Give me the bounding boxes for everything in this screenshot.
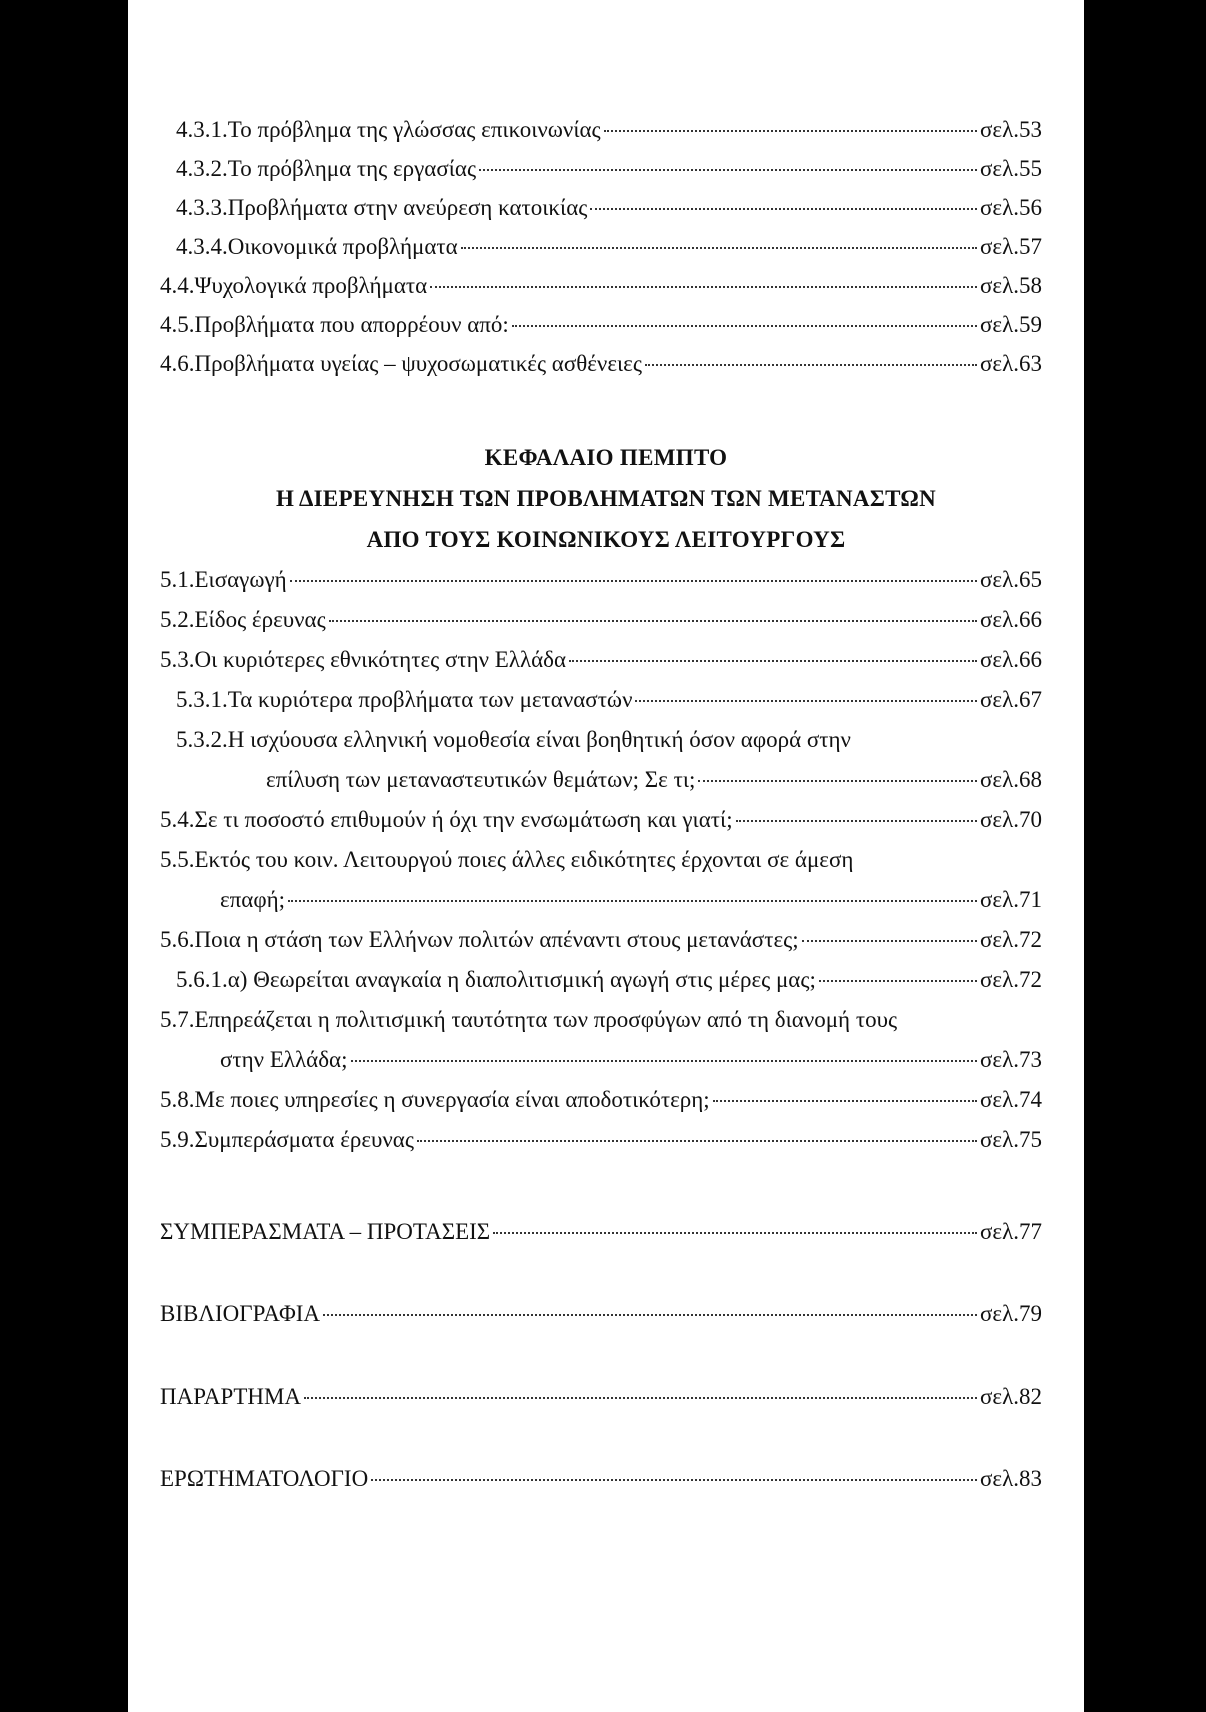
toc-entry (176, 194, 1042, 222)
toc-entry-page: σελ.72 (980, 967, 1042, 992)
toc-entry (176, 966, 1042, 994)
toc-entry-title: 4.3.4.Οικονομικά προβλήματα (176, 234, 458, 259)
toc-entry (160, 272, 1042, 300)
toc-entry-page: σελ.75 (980, 1127, 1042, 1152)
toc-entry-page: σελ.67 (980, 687, 1042, 712)
toc-entry-page: σελ.55 (980, 156, 1042, 181)
toc-entry-title: ΠΑΡΑΡΤΗΜΑ (160, 1384, 302, 1409)
toc-entry-title: 4.5.Προβλήματα που απορρέουν από: (160, 312, 509, 337)
toc-entry-title: 5.6.1.α) Θεωρείται αναγκαία η διαπολιτισμική αγωγή στις μέρες μας; (176, 967, 816, 992)
toc-entry-page: σελ.56 (980, 195, 1042, 220)
toc-entry-title: ΣΥΜΠΕΡΑΣΜΑΤΑ – ΠΡΟΤΑΣΕΙΣ (160, 1219, 491, 1244)
toc-entry-title: 5.2.Είδος έρευνας (160, 607, 326, 632)
toc-entry-page: σελ.63 (980, 351, 1042, 376)
toc-entry (160, 806, 1042, 834)
toc-leader-dots (713, 1100, 977, 1102)
toc-entry (160, 1126, 1042, 1154)
toc-entry-title: ΕΡΩΤΗΜΑΤΟΛΟΓΙΟ (160, 1466, 369, 1491)
toc-entry-page: σελ.59 (980, 312, 1042, 337)
toc-entry (160, 1300, 1042, 1328)
toc-entry-title: 5.3.1.Τα κυριότερα προβλήματα των μεταναστών (176, 687, 633, 712)
toc-leader-dots (635, 700, 977, 702)
toc-entry-page: σελ.66 (980, 607, 1042, 632)
toc-leader-dots (512, 325, 977, 327)
toc-entry (160, 1465, 1042, 1493)
toc-entry-page: σελ.57 (980, 234, 1042, 259)
toc-entry-page: σελ.66 (980, 647, 1042, 672)
toc-entry (160, 311, 1042, 339)
toc-entry-title: 5.7.Επηρεάζεται η πολιτισμική ταυτότητα των προσφύγων από τη διανομή τους (160, 1007, 898, 1032)
toc-entry-page: σελ.53 (980, 117, 1042, 142)
toc-entry-page: σελ.83 (980, 1466, 1042, 1491)
toc-leader-dots (736, 820, 977, 822)
toc-entry (266, 766, 1042, 794)
toc-entry-title: επαφή; (220, 887, 286, 912)
toc-entry (176, 233, 1042, 261)
toc-leader-dots (604, 130, 977, 132)
toc-entry (160, 606, 1042, 634)
toc-leader-dots (323, 1314, 977, 1316)
toc-entry-page: σελ.71 (980, 887, 1042, 912)
toc-leader-dots (493, 1232, 977, 1234)
toc-entry (220, 1046, 1042, 1074)
chapter-subtitle: ΑΠΟ ΤΟΥΣ ΚΟΙΝΩΝΙΚΟΥΣ ΛΕΙΤΟΥΡΓΟΥΣ (366, 527, 846, 552)
toc-entry (176, 686, 1042, 714)
toc-leader-dots (698, 780, 977, 782)
toc-entry-title: 5.1.Εισαγωγή (160, 567, 287, 592)
toc-leader-dots (802, 940, 977, 942)
toc-entry (160, 1383, 1042, 1411)
toc-leader-dots (329, 620, 977, 622)
toc-entry (160, 350, 1042, 378)
chapter-heading: ΚΕΦΑΛΑΙΟ ΠΕΜΠΤΟ (484, 445, 728, 470)
toc-entry (160, 926, 1042, 954)
toc-entry-title: 5.5.Εκτός του κοιν. Λειτουργού ποιες άλλες ειδικότητες έρχονται σε άμεση (160, 847, 854, 872)
toc-entry-title: 4.4.Ψυχολογικά προβλήματα (160, 273, 428, 298)
toc-leader-dots (569, 660, 977, 662)
toc-leader-dots (479, 169, 977, 171)
toc-leader-dots (645, 364, 977, 366)
toc-leader-dots (351, 1060, 978, 1062)
toc-entry-title: 5.4.Σε τι ποσοστό επιθυμούν ή όχι την ενσωμάτωση και γιατί; (160, 807, 733, 832)
toc-leader-dots (304, 1397, 977, 1399)
toc-entry (160, 566, 1042, 594)
toc-leader-dots (290, 580, 977, 582)
toc-entry-page: σελ.58 (980, 273, 1042, 298)
toc-leader-dots (819, 980, 977, 982)
toc-entry-page: σελ.77 (980, 1219, 1042, 1244)
toc-leader-dots (430, 286, 977, 288)
toc-leader-dots (461, 247, 977, 249)
toc-leader-dots (288, 900, 977, 902)
toc-leader-dots (417, 1140, 977, 1142)
toc-leader-dots (590, 208, 977, 210)
toc-entry-page: σελ.73 (980, 1047, 1042, 1072)
toc-entry-title: 4.3.2.Το πρόβλημα της εργασίας (176, 156, 477, 181)
toc-entry (176, 116, 1042, 144)
toc-entry-title: 5.3.Οι κυριότερες εθνικότητες στην Ελλάδα (160, 647, 567, 672)
toc-entry (220, 886, 1042, 914)
toc-entry-title: 4.3.3.Προβλήματα στην ανεύρεση κατοικίας (176, 195, 588, 220)
toc-entry-page: σελ.68 (980, 767, 1042, 792)
toc-entry-title: επίλυση των μεταναστευτικών θεμάτων; Σε τι; (266, 767, 696, 792)
toc-entry-page: σελ.82 (980, 1384, 1042, 1409)
toc-entry (160, 1086, 1042, 1114)
toc-entry-title: 5.9.Συμπεράσματα έρευνας (160, 1127, 414, 1152)
toc-entry (176, 155, 1042, 183)
toc-entry-page: σελ.72 (980, 927, 1042, 952)
toc-leader-dots (371, 1479, 977, 1481)
toc-entry-title: 4.3.1.Το πρόβλημα της γλώσσας επικοινωνίας (176, 117, 601, 142)
toc-entry (160, 646, 1042, 674)
toc-entry-page: σελ.65 (980, 567, 1042, 592)
toc-entry-title: 4.6.Προβλήματα υγείας – ψυχοσωματικές ασθένειες (160, 351, 642, 376)
toc-entry-title: 5.8.Με ποιες υπηρεσίες η συνεργασία είναι αποδοτικότερη; (160, 1087, 710, 1112)
document-page (128, 0, 1084, 1712)
toc-entry-title: 5.3.2.Η ισχύουσα ελληνική νομοθεσία είναι βοηθητική όσον αφορά στην (176, 727, 851, 752)
chapter-title: Η ΔΙΕΡΕΥΝΗΣΗ ΤΩΝ ΠΡΟΒΛΗΜΑΤΩΝ ΤΩΝ ΜΕΤΑΝΑΣΤΩΝ (275, 486, 937, 511)
toc-entry-title: στην Ελλάδα; (220, 1047, 348, 1072)
toc-entry-page: σελ.70 (980, 807, 1042, 832)
toc-entry-page: σελ.79 (980, 1301, 1042, 1326)
toc-entry-page: σελ.74 (980, 1087, 1042, 1112)
toc-entry-title: ΒΙΒΛΙΟΓΡΑΦΙΑ (160, 1301, 321, 1326)
toc-entry-title: 5.6.Ποια η στάση των Ελλήνων πολιτών απέναντι στους μετανάστες; (160, 927, 799, 952)
toc-entry (160, 1218, 1042, 1246)
